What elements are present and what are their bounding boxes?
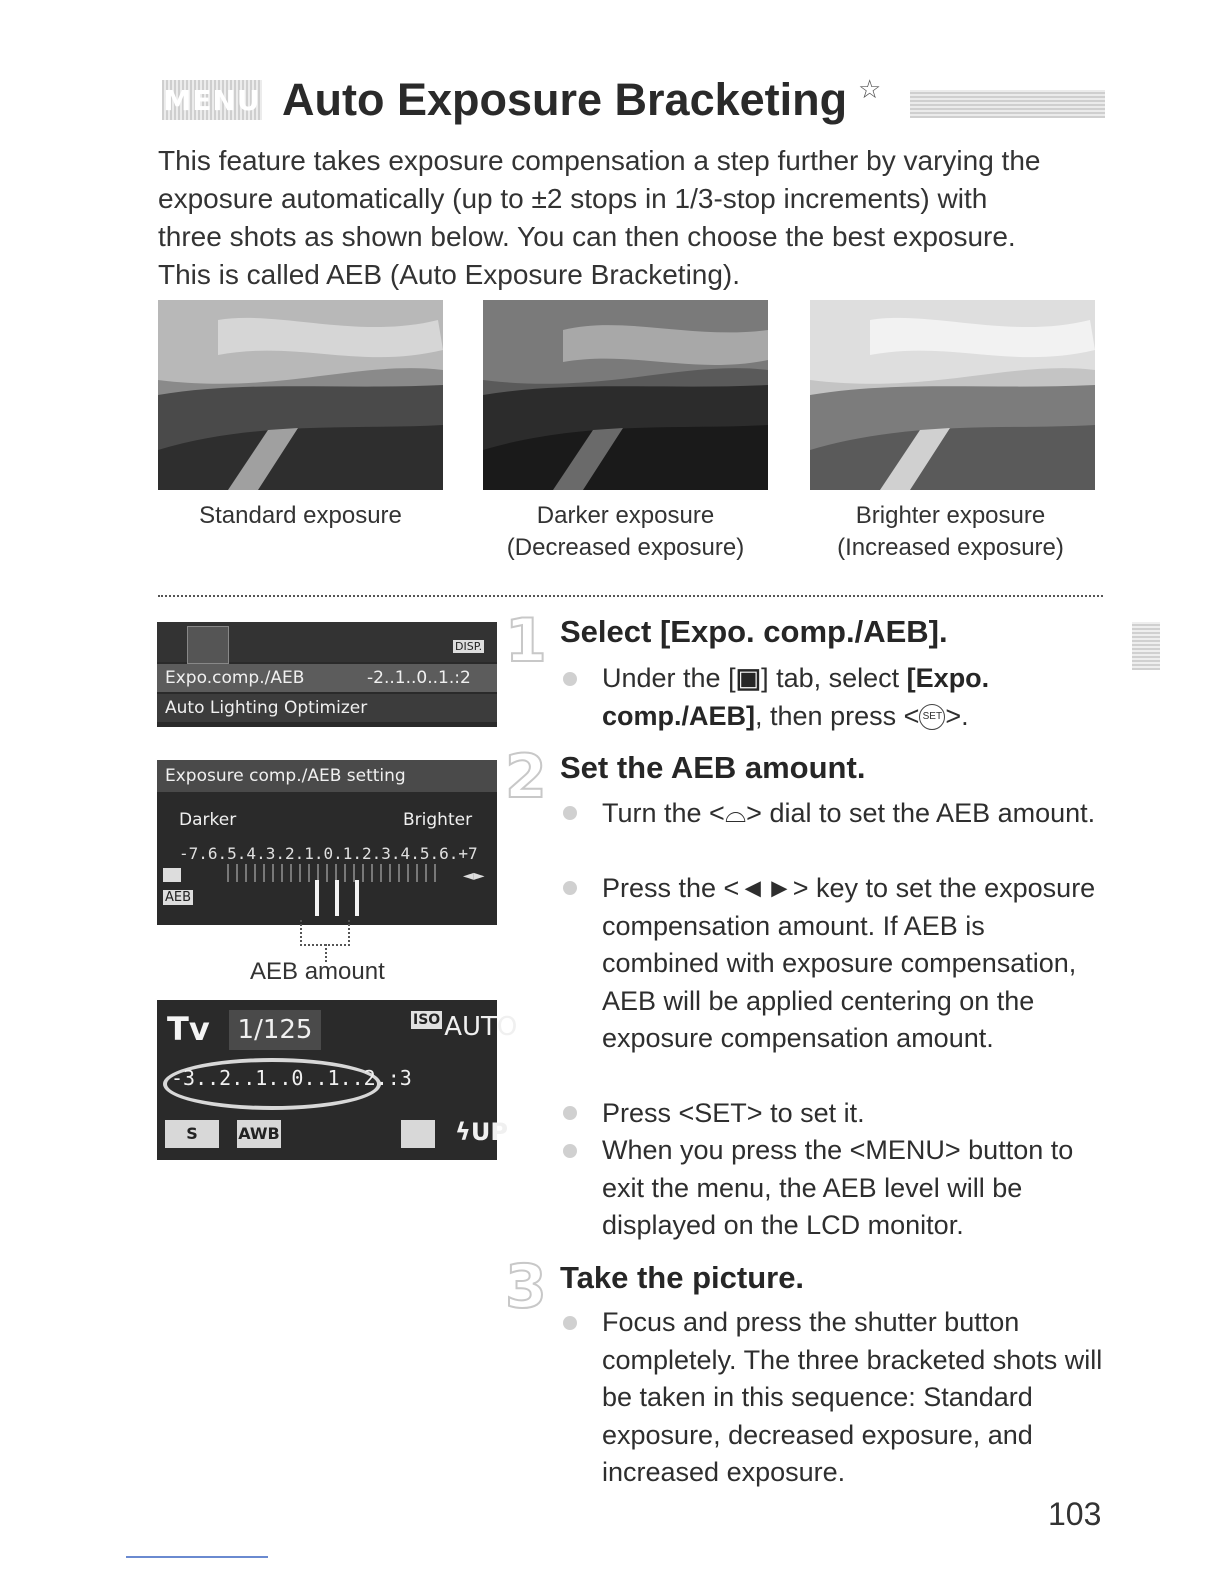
photo-brighter-exposure [810,300,1095,490]
step-instruction: Press the <◄►> key to set the exposure compensation amount. If AEB is combined with exposure compensation, AEB will be applied centering on the exposure compensation amount. [602,873,1096,1053]
shutter-speed: 1/125 [229,1010,321,1050]
set-button-icon: SET [919,704,945,730]
page-title: Auto Exposure Bracketing [282,74,848,125]
iso-setting [411,1012,517,1042]
menu-tab-bar [157,622,497,662]
intro-line: This is called AEB (Auto Exposure Bracketing). [158,259,741,290]
step-instruction: Focus and press the shutter button completely. The three bracketed shots will be taken in this sequence: Standard exposure, decreased exposure, and increased exposure. [602,1307,1103,1487]
photo-standard-exposure [158,300,443,490]
caption-line: Darker exposure [536,502,715,529]
text-run: , then press < [755,700,920,731]
aeb-setting-screen [157,760,497,925]
step-title: Take the picture. [560,1260,805,1295]
step-instruction [602,660,1107,735]
menu-item-alo: Auto Lighting Optimizer [165,698,368,718]
caption-line: (Increased exposure) [837,534,1064,561]
exposure-scale: -7.6.5.4.3.2.1.0.1.2.3.4.5.6.+7 [179,844,478,863]
section-divider [158,595,1103,597]
shooting-mode: Tv [167,1010,210,1048]
step-number: 3 [505,1252,547,1322]
bullet-icon [563,672,577,686]
shooting-tab-icon [187,626,229,664]
shooting-tab-icon: ▣ [735,663,762,693]
intro-line: This feature takes exposure compensation a step further by varying the [158,145,1041,176]
photo-caption [808,500,1093,564]
photo-caption [483,500,768,564]
metering-icon [401,1120,435,1148]
step-number: 1 [505,606,547,676]
darker-label: Darker [179,810,237,830]
bullet-icon [563,1106,577,1120]
intro-line: three shots as shown below. You can then choose the best exposure. [158,221,1016,252]
step-title: Set the AEB amount. [560,750,866,785]
menu-item-expo-comp-aeb: Expo.comp./AEB [165,668,305,688]
brighter-label: Brighter [403,810,473,830]
text-run: ] tab, select [761,663,907,693]
intro-paragraph [158,142,1103,294]
iso-value: AUTO [444,1012,518,1042]
page-number: 103 [1048,1496,1102,1532]
picture-style-icon: S [165,1120,219,1148]
menu-item-value: -2..1..0..1.:2 [367,668,471,688]
step-instruction: Turn the <⌓> dial to set the AEB amount. [602,798,1096,828]
aeb-icon: AEB [165,890,192,905]
aeb-markers [307,880,367,920]
white-balance-icon: AWB [237,1120,281,1148]
exposure-comp-icon [163,868,181,882]
iso-icon: ISO [413,1012,441,1028]
menu-ref: [Expo. comp./AEB] [602,663,990,731]
text-run: >. [945,700,969,731]
ev-scale: -3..2..1..0..1..2.:3 [171,1066,412,1090]
intro-line: exposure automatically (up to ±2 stops in 1/3-stop increments) with [158,183,988,214]
aeb-amount-label: AEB amount [250,958,385,985]
aeb-callout-bracket [300,920,350,946]
arrows-icon: ◄► [463,868,485,884]
footer-line [126,1556,268,1558]
page-header [158,74,1103,130]
menu-icon: MENU [162,80,262,120]
step-number: 2 [505,742,547,812]
caption-line: (Decreased exposure) [506,534,745,561]
bullet-icon [563,881,577,895]
star-icon: ☆ [858,74,882,104]
bullet-icon [563,806,577,820]
chapter-tab-marker [1132,622,1160,670]
disp-icon: DISP. [455,640,483,653]
text-run: Under the [ [602,663,736,693]
photo-caption [158,500,443,532]
setting-header: Exposure comp./AEB setting [165,766,406,786]
photo-darker-exposure [483,300,768,490]
step-title: Select [Expo. comp./AEB]. [560,614,948,649]
step-instruction: Press <SET> to set it. [602,1098,865,1128]
flash-icon: ϟUP [455,1118,508,1146]
bullet-icon [563,1316,577,1330]
lcd-monitor-screen [157,1000,518,1160]
caption-line: Brighter exposure [855,502,1046,529]
step-instruction: When you press the <MENU> button to exit the menu, the AEB level will be displayed on the LCD monitor. [602,1135,1074,1240]
camera-menu-screen [157,622,497,727]
caption-line: Standard exposure [199,502,402,529]
bullet-icon [563,1144,577,1158]
title-decoration [910,90,1105,118]
